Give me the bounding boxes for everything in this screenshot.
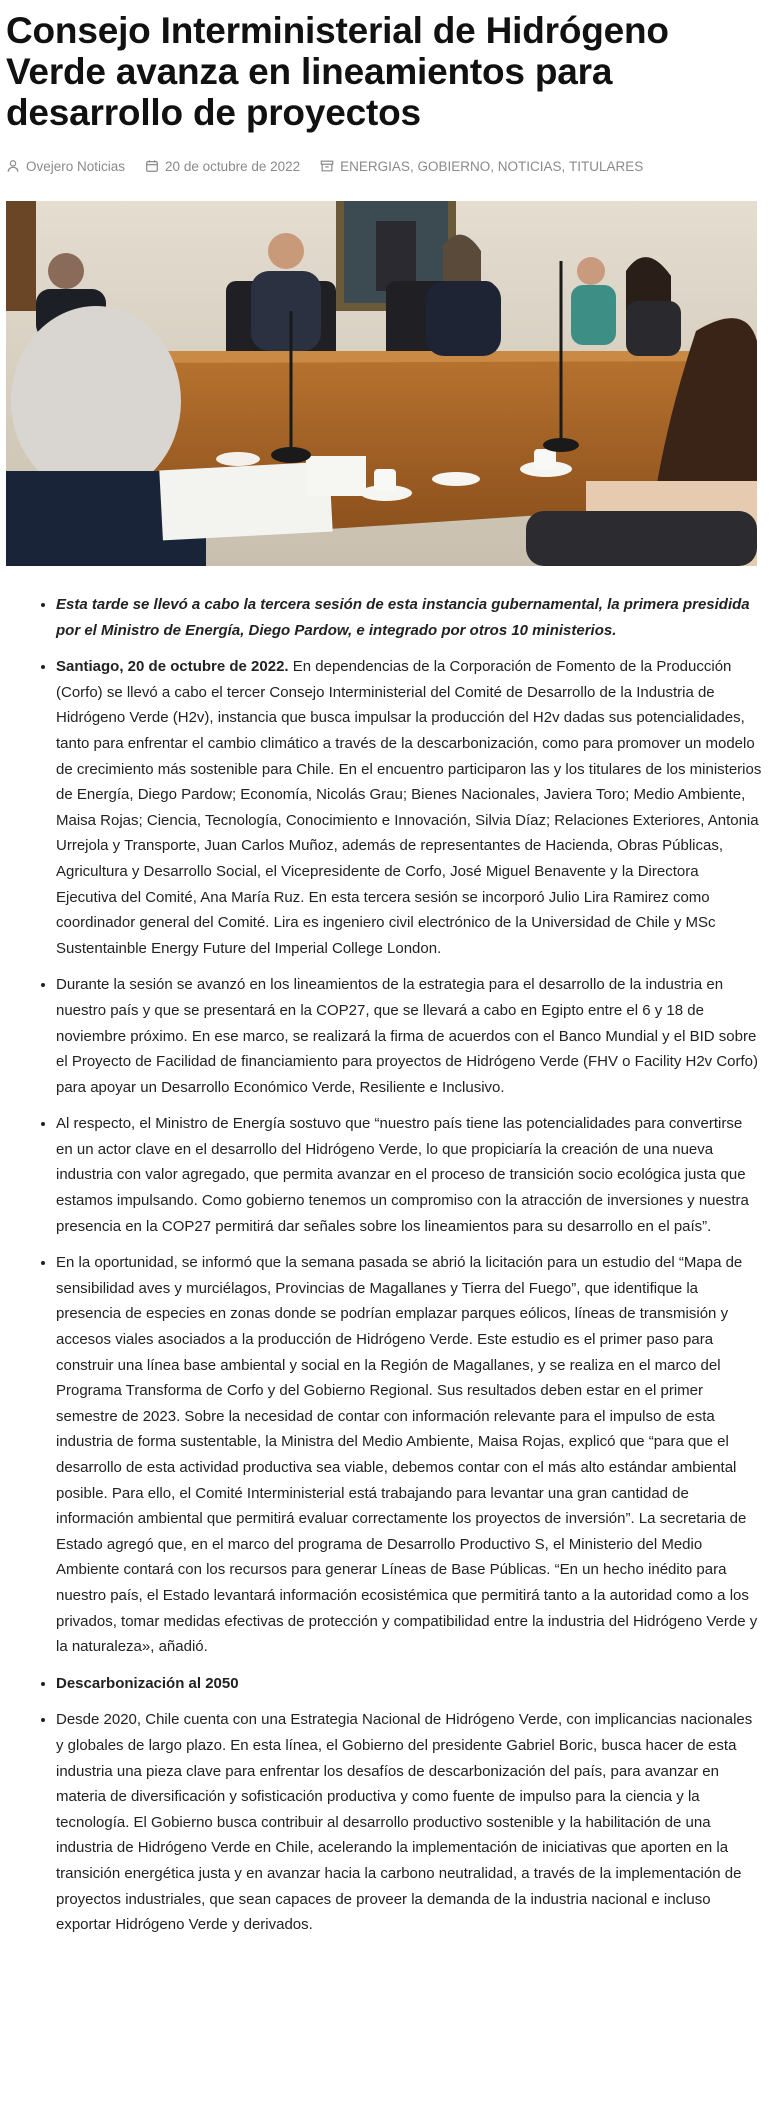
user-icon — [6, 159, 20, 173]
category-link-energias[interactable]: ENERGIAS — [340, 158, 410, 174]
date-meta — [145, 159, 300, 174]
category-link-titulares[interactable]: TITULARES — [569, 158, 644, 174]
body-paragraph: • Desde 2020, Chile cuenta con una Estrategia Nacional de Hidrógeno Verde, con implicancias nacionales y globales de largo plazo. En esta línea, el Gobierno del presidente Gabriel Boric, busca hacer de esta industria una pieza clave para enfrentar los desafíos de descarbonización del país, para avanzar en materia de diversificación y sofisticación productiva y como fuente de impulso para la ciencia y la tecnología. El Gobierno busca contribuir al desarrollo productivo sostenible y la habilitación de una industria de Hidrógeno Verde en Chile, acelerando la implementación de iniciativas que aporten en la transición energética justa y en avanzar hacia la carbono neutralidad, a través de la implementación de proyectos industriales, que sean capaces de proveer la demanda de la industria nacional e incluso exportar Hidrógeno Verde y derivados. — [56, 1707, 763, 1937]
page-title: Consejo Interministerial de Hidrógeno Verde avanza en lineamientos para desarrollo de proyectos — [6, 10, 669, 133]
folder-icon — [320, 159, 334, 173]
category-separator: , — [409, 158, 418, 174]
author-link[interactable]: Ovejero Noticias — [26, 158, 126, 174]
calendar-icon — [145, 159, 159, 173]
categories-meta — [320, 159, 643, 174]
body-paragraph: • Al respecto, el Ministro de Energía sostuvo que “nuestro país tiene las potencialidades para convertirse en un actor clave en el desarrollo del Hidrógeno Verde, lo que propiciaría la creación de una nueva industria con valor agregado, que permita avanzar en el proceso de transición socio ecológica justa que estamos impulsando. Como gobierno tenemos un compromiso con la atracción de inversiones y nuestra presencia en la COP27 permitirá dar señales sobre los lineamientos para su desarrollo en el país”. — [56, 1111, 763, 1239]
section-heading: • Descarbonización al 2050 — [56, 1671, 763, 1697]
body-paragraph: • En la oportunidad, se informó que la semana pasada se abrió la licitación para un estudio del “Mapa de sensibilidad aves y murciélagos, Provincias de Magallanes y Tierra del Fuego”, que identifique la presencia de especies en zonas donde se podrían emplazar parques eólicos, líneas de transmisión y accesos viales asociados a la producción de Hidrógeno Verde. Este estudio es el primer paso para construir una línea base ambiental y social en la Región de Magallanes, y se realiza en el marco del Programa Transforma de Corfo y del Gobierno Regional. Sus resultados deben estar en el primer semestre de 2023. Sobre la necesidad de contar con información relevante para el impulso de esta industria de forma sustentable, la Ministra del Medio Ambiente, Maisa Rojas, explicó que “para que el desarrollo de esta actividad productiva sea viable, debemos contar con el más alto estándar ambiental posible. Para ello, el Comité Interministerial está trabajando para levantar una gran cantidad de información ambiental que permitirá evaluar correctamente los proyectos de inversión”. La secretaria de Estado agregó que, en el marco del programa de Desarrollo Productivo S, el Ministerio del Medio Ambiente contará con los recursos para generar Líneas de Base Públicas. “En un hecho inédito para nuestro país, el Estado levantará información ecosistémica que permitirá tanto a la autoridad como a los privados, tomar medidas efectivas de protección y compatibilidad entre la industria del Hidrógeno Verde y la naturaleza», añadió. — [56, 1250, 763, 1660]
category-separator: , — [490, 158, 498, 174]
lead-paragraph: • Esta tarde se llevó a cabo la tercera sesión de esta instancia gubernamental, la primera presidida por el Ministro de Energía, Diego Pardow, e integrado por otros 10 ministerios. — [56, 592, 763, 643]
dateline: Santiago, 20 de octubre de 2022. — [56, 658, 289, 676]
body-paragraph — [56, 654, 763, 961]
featured-image — [6, 201, 757, 566]
article — [0, 10, 778, 1938]
category-separator: , — [561, 158, 570, 174]
body-paragraph: • Durante la sesión se avanzó en los lineamientos de la estrategia para el desarrollo de la industria en nuestro país y que se presentará en la COP27, que se llevará a cabo en Egipto entre el 6 y 18 de noviembre próximo. En ese marco, se realizará la firma de acuerdos con el Banco Mundial y el BID sobre el Proyecto de Facilidad de financiamiento para proyectos de Hidrógeno Verde (FHV o Facility H2v Corfo) para apoyar un Desarrollo Económico Verde, Resiliente e Inclusivo. — [56, 972, 763, 1100]
author-meta — [6, 159, 125, 174]
category-link-gobierno[interactable]: GOBIERNO — [417, 158, 491, 174]
paragraph-text: En dependencias de la Corporación de Fomento de la Producción (Corfo) se llevó a cabo el tercer Consejo Interministerial del Comité de Desarrollo de la Industria de Hidrógeno Verde (H2v), instancia que busca impulsar la producción del H2v dadas sus potencialidades, tanto para enfrentar el cambio climático a través de la descarbonización, como para promover un modelo de crecimiento más sostenible para Chile. En el encuentro participaron las y los titulares de los ministerios de Energía, Diego Pardow; Economía, Nicolás Grau; Bienes Nacionales, Javiera Toro; Medio Ambiente, Maisa Rojas; Ciencia, Tecnología, Conocimiento e Innovación, Silvia Díaz; Relaciones Exteriores, Antonia Urrejola y Transporte, Juan Carlos Muñoz, además de representantes de Hacienda, Obras Públicas, Agricultura y Desarrollo Social, el Vicepresidente de Corfo, José Miguel Benavente y la Directora Ejecutiva del Comité, Ana María Ruz. En esta tercera sesión se incorporó Julio Lira Ramirez como coordinador general del Comité. Lira es ingeniero civil electrónico de la Universidad de Chile y MSc Sustentainble Energy Future del Imperial College London. — [56, 658, 762, 957]
article-body — [6, 592, 763, 1938]
date-link[interactable]: 20 de octubre de 2022 — [165, 158, 301, 174]
category-link-noticias[interactable]: NOTICIAS — [497, 158, 562, 174]
meeting-photo — [6, 201, 757, 566]
post-meta — [6, 156, 778, 176]
